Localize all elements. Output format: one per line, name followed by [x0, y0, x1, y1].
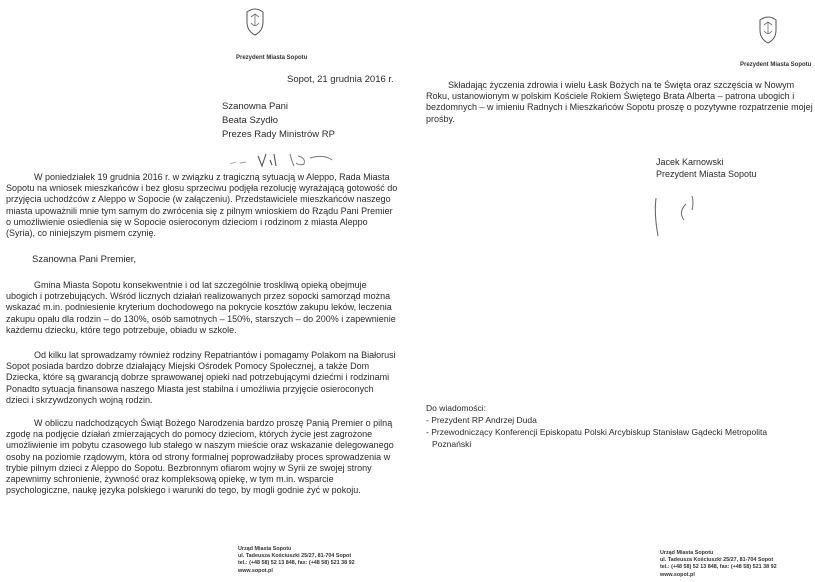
text-line: zakupu opału dla rodzin – do 130%, osób samotnych – 150%, starszych – do 200% i zapewnienie — [6, 313, 396, 324]
recipient-line: Szanowna Pani — [222, 101, 289, 112]
header-caption: Prezydent Miasta Sopotu — [236, 55, 308, 61]
city-coat-of-arms-icon — [243, 6, 267, 36]
signature-block — [656, 156, 757, 180]
handwritten-annotation — [228, 148, 338, 170]
letter-page-2 — [410, 0, 815, 582]
text-line: (Syria), co niniejszym pismem czynię. — [6, 228, 157, 239]
text-line: każdemu dziecku, które tego potrzebuje, obiadu w szkole. — [6, 324, 237, 335]
text-line: zgodę na podjęcie działań zmierzających do pomocy dzieciom, których życie jest zagrożone — [6, 429, 373, 440]
text-line: Gmina Miasta Sopotu konsekwentnie i od lat szczególnie troskliwą opieką obejmuje — [34, 280, 367, 290]
letter-page-1 — [0, 0, 405, 582]
paragraph-season-greetings — [426, 80, 815, 125]
handwritten-signature — [642, 180, 722, 240]
salutation: Szanowna Pani Premier, — [32, 254, 137, 265]
footer-link[interactable]: www.sopot.pl — [238, 567, 273, 574]
text-line: W poniedziałek 19 grudnia 2016 r. w związku z tragiczną sytuacją w Aleppo, Rada Miasta — [34, 172, 390, 182]
text-line: dzieci i skrzywdzonych wojną rodzin. — [6, 394, 153, 405]
text-line: umożliwienie im pobytu czasowego lub stałego w naszym mieście oraz wskazanie delegowanego — [6, 440, 394, 451]
office-footer — [238, 546, 355, 575]
signatory-title: Prezydent Miasta Sopotu — [656, 169, 757, 179]
cc-item: - Przewodniczący Konferencji Episkopatu Polski Arcybiskup Stanisław Gądecki Metropolita — [426, 427, 768, 437]
text-line: Sopot posiada bardzo dobrze działający Miejski Ośrodek Pomocy Społecznej, a także Dom — [6, 361, 370, 372]
paragraph-repatriants — [6, 350, 404, 406]
text-line: przyjęcia uchodźców z Aleppo w Sopocie (w załączeniu). Przedstawiciele mieszkańców naszego — [6, 194, 391, 205]
text-line: psychologiczne, naukę języka polskiego i warunki do tego, by mogli godnie żyć w pokoju. — [6, 485, 361, 496]
office-footer — [660, 550, 777, 579]
footer-line: Urząd Miasta Sopotu — [660, 550, 714, 556]
text-line: prośby. — [426, 113, 455, 124]
header-caption: Prezydent Miasta Sopotu — [740, 62, 812, 68]
recipient-block — [222, 100, 335, 142]
footer-line: ul. Tadeusza Kościuszki 25/27, 81-704 Sopot — [238, 553, 352, 560]
text-line: wskazać m.in. podniesienie kryterium dochodowego na pokrycie kosztów zakupu leków, leczenia — [6, 302, 392, 313]
recipient-line: Prezes Rady Ministrów RP — [222, 129, 335, 140]
carbon-copy-list — [426, 402, 767, 450]
text-line: ubogich i potrzebujących. Wśród licznych działań realizowanych przez sopocki samorząd można — [6, 291, 391, 302]
city-coat-of-arms-icon — [756, 14, 780, 44]
footer-link[interactable]: www.sopot.pl — [660, 571, 695, 578]
text-line: bezdomnych – w imieniu Radnych i Mieszkańców Sopotu proszę o pozytywne rozpatrzenie mojej — [426, 102, 813, 113]
text-line: Ponadto sytuacja finansowa naszego Miasta jest stabilna i umożliwia przyjęcie osieroconych — [6, 383, 374, 394]
footer-line: tel.: (+48 58) 52 13 848, fax: (+48 58) 521 38 92 — [660, 564, 777, 571]
text-line: miasta upoważnili mnie tym samym do zwrócenia się z pilnym wnioskiem do Rządu Pani Premier — [6, 205, 393, 216]
cc-heading: Do wiadomości: — [426, 403, 486, 413]
letter-date: Sopot, 21 grudnia 2016 r. — [287, 74, 394, 85]
text-line: zapewnimy schronienie, żywność oraz kompleksową opiekę, w tym m.in. wsparcie — [6, 474, 334, 485]
text-line: trybie pilnym dzieci z Aleppo do Sopotu. Bezbronnym ofiarom wojny w Syrii ze swojej strony — [6, 462, 372, 473]
text-line: osoby na poziomie rządowym, która od strony formalnej poprowadziłaby proces sprowadzenia w — [6, 451, 391, 462]
text-line: Składając życzenia zdrowia i wielu Łask Bożych na te Święta oraz szczęścia w Nowym — [448, 80, 795, 90]
signatory-name: Jacek Karnowski — [656, 157, 724, 167]
footer-line: ul. Tadeusza Kościuszki 25/27, 81-704 Sopot — [660, 557, 774, 564]
text-line: Roku, ustanowionym w polskim Kościele Rokiem Świętego Brata Alberta – patrona ubogich i — [426, 91, 795, 102]
text-line: o umożliwienie osiedlenia się w Sopocie osieroconym dzieciom i rodzinom z miasta Aleppo — [6, 216, 368, 227]
text-line: Dziecka, które są gwarancją dobrze sprawowanej opieki nad potrzebującymi dziećmi i rodzinami — [6, 372, 390, 383]
text-line: Od kilku lat sprowadzamy również rodziny Repatriantów i pomagamy Polakom na Białorusi — [34, 350, 396, 360]
cc-item: - Prezydent RP Andrzej Duda — [426, 415, 537, 425]
paragraph-social-care — [6, 280, 404, 336]
footer-line: tel.: (+48 58) 52 13 848, fax: (+48 58) 521 38 92 — [238, 560, 355, 567]
cc-item: Poznański — [432, 439, 472, 449]
paragraph-christmas-request — [6, 418, 404, 496]
footer-line: Urząd Miasta Sopotu — [238, 546, 292, 552]
recipient-line: Beata Szydło — [222, 115, 278, 126]
text-line: Sopotu na wniosek mieszkańców i bez głosu sprzeciwu podjęła rezolucję wyrażającą gotowość do — [6, 183, 398, 194]
text-line: W obliczu nadchodzących Świąt Bożego Narodzenia bardzo proszę Panią Premier o pilną — [34, 418, 393, 428]
paragraph-aleppo-resolution — [6, 172, 404, 239]
